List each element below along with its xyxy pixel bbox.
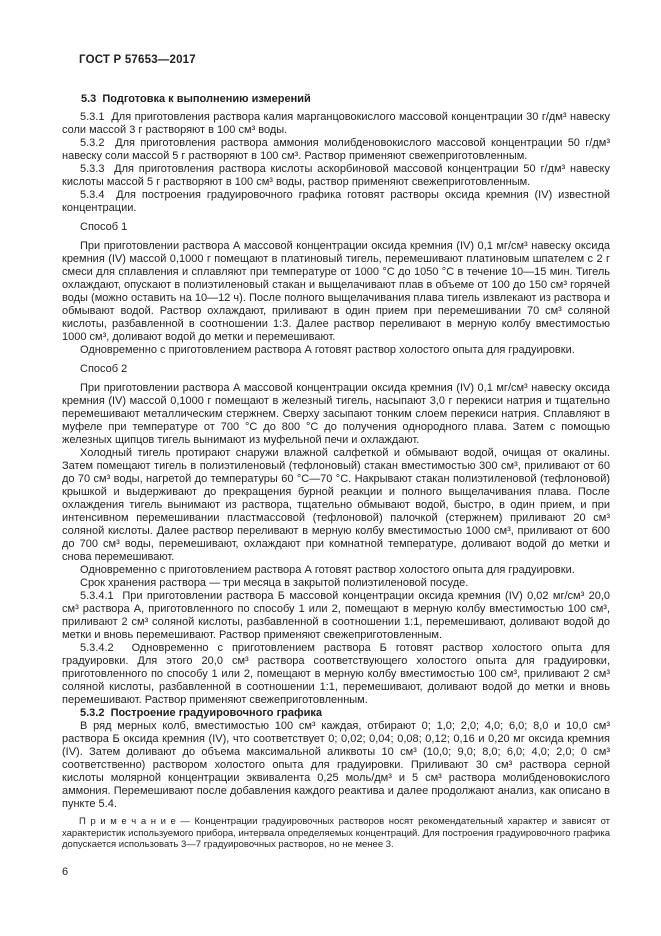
method-1-para: При приготовлении раствора А массовой концентрации оксида кремния (IV) 0,1 мг/см³ навеску оксида кремния (IV) массой 0,1000 г помещают в платиновый тигель, перемешивают платиновым шпателем с 2 г смеси для сплавления и сплавляют при температуре от 1000 °С до 1050 °С в течение 10—15 мин. Тигель охлаждают, опускают в полиэтиленовый стакан и выщелачивают плав в объеме от 100 до 150 см³ горячей воды (можно оставить на 10—12 ч). После полного выщелачивания плава тигель извлекают из раствора и обмывают водой. Раствор охлаждают, приливают в один прием при перемешивании 70 см³ соляной кислоты, разбавленной в соотношении 1:3. Далее раствор переливают в мерную колбу вместимостью 1000 см³, доливают водой до метки и перемешивают. bbox=[62, 240, 610, 343]
method-1-label: Способ 1 bbox=[80, 221, 128, 233]
para-5-3-2: 5.3.2 Для приготовления раствора аммония молибденовокислого массовой концентрации 50 г/дм³ навеску соли массой 5 г растворяют в 100 см³. Раствор применяют свежеприготовленным. bbox=[62, 137, 610, 162]
para-5-3-4-1: 5.3.4.1 При приготовлении раствора Б массовой концентрации оксида кремния (IV) 0,02 мг/см³ 20,0 см³ раствора А, приготовленного по способу 1 или 2, помещают в мерную колбу вместимостью 100 см³, приливают 2 см³ соляной кислоты, разбавленной в соотношении 1:1, перемешивают, доливают водой до метки и вновь перемешивают. Раствор применяют свежеприготовленным. bbox=[62, 590, 610, 641]
section-5-3-2-heading: 5.3.2 Построение градуировочного графика bbox=[80, 707, 323, 719]
page-number: 6 bbox=[62, 865, 69, 878]
section-5-3-heading: 5.3 Подготовка к выполнению измерений bbox=[81, 93, 311, 105]
para-5-3-3: 5.3.3 Для приготовления раствора кислоты аскорбиновой массовой концентрации 50 г/дм³ навеску кислоты массой 5 г растворяют в 100 см³ воды, раствор применяют свежеприготовленным. bbox=[62, 163, 610, 188]
method-2-blank-solution-para: Одновременно с приготовлением раствора А готовят раствор холостого опыта для градуировки. bbox=[80, 564, 575, 576]
para-5-3-4: 5.3.4 Для построения градуировочного графика готовят растворы оксида кремния (IV) известной концентрации. bbox=[62, 189, 610, 214]
method-2-label: Способ 2 bbox=[80, 363, 128, 375]
note-para: П р и м е ч а н и е — Концентрации градуировочных растворов носят рекомендательный характер и зависят от характеристик используемого прибора, интервала определяемых концентраций. Для построения градуировочного графика допускается использовать 3—7 градуировочных растворов, но не менее 3. bbox=[62, 816, 610, 850]
para-5-3-1: 5.3.1 Для приготовления раствора калия марганцовокислого массовой концентрации 30 г/дм³ навеску соли массой 3 г растворяют в 100 см³ воды. bbox=[62, 111, 610, 136]
storage-period-para: Срок хранения раствора — три месяца в закрытой полиэтиленовой посуде. bbox=[80, 577, 469, 589]
calibration-graph-para: В ряд мерных колб, вместимостью 100 см³ каждая, отбирают 0; 1,0; 2,0; 4,0; 6,0; 8,0 и 10,0 см³ раствора Б оксида кремния (IV), что соответствует 0; 0,02; 0,04; 0,08; 0,12; 0,16 и 0,20 мг оксида кремния (IV). Затем доливают до объема максимальной аликвоты 10 см³ (10,0; 9,0; 8,0; 6,0; 4,0; 2,0; 0 см³ соответственно) раствором холостого опыта для градуировки. Приливают 30 см³ раствора серной кислоты молярной концентрации эквивалента 0,25 моль/дм³ и 5 см³ раствора молибденовокислого аммония. Перемешивают после добавления каждого реактива и далее продолжают анализ, как описано в пункте 5.4. bbox=[62, 720, 610, 810]
method-2-para-1: При приготовлении раствора А массовой концентрации оксида кремния (IV) 0,1 мг/см³ навеску оксида кремния (IV) массой 0,1000 г помещают в железный тигель, насыпают 3,0 г перекиси натрия и тщательно перемешивают металлическим стержнем. Сверху засыпают тонким слоем перекиси натрия. Сплавляют в муфеле при температуре от 700 °С до 800 °С до получения однородного плава. Затем с помощью железных щипцов тигель вынимают из муфельной печи и охлаждают. bbox=[62, 382, 610, 446]
document-body bbox=[62, 93, 610, 879]
method-1-blank-solution-para: Одновременно с приготовлением раствора А готовят раствор холостого опыта для градуировки. bbox=[80, 344, 575, 356]
document-header-title: ГОСТ Р 57653—2017 bbox=[79, 54, 196, 66]
para-5-3-4-2: 5.3.4.2 Одновременно с приготовлением раствора Б готовят раствор холостого опыта для градуировки. Для этого 20,0 см³ раствора соответствующего холостого опыта для градуировки, приготовленного по способу 1 или 2, помещают в мерную колбу вместимостью 100 см³, приливают 2 см³ соляной кислоты, разбавленной в соотношении 1:1, перемешивают, доливают водой до метки и вновь перемешивают. Раствор применяют свежеприготовленным. bbox=[62, 642, 610, 706]
method-2-para-2: Холодный тигель протирают снаружи влажной салфеткой и обмывают водой, очищая от окалины. Затем помещают тигель в полиэтиленовый (тефлоновый) стакан вместимостью 300 см³, приливают от 60 до 70 см³ воды, нагретой до температуры 60 °С—70 °С. Накрывают стакан полиэтиленовой (тефлоновой) крышкой и выдерживают до прекращения бурной реакции и полного выщелачивания плава. После охлаждения тигель вынимают из раствора, тщательно обмывают водой, быстро, в один прием, и при интенсивном перемешивании пластмассовой (тефлоновой) палочкой (стержнем) приливают 20 см³ соляной кислоты. Далее раствор переливают в мерную колбу вместимостью 1000 см³, приливают от 600 до 700 см³ воды, перемешивают, охлаждают при комнатной температуре, доливают водой до метки и снова перемешивают. bbox=[62, 447, 610, 563]
